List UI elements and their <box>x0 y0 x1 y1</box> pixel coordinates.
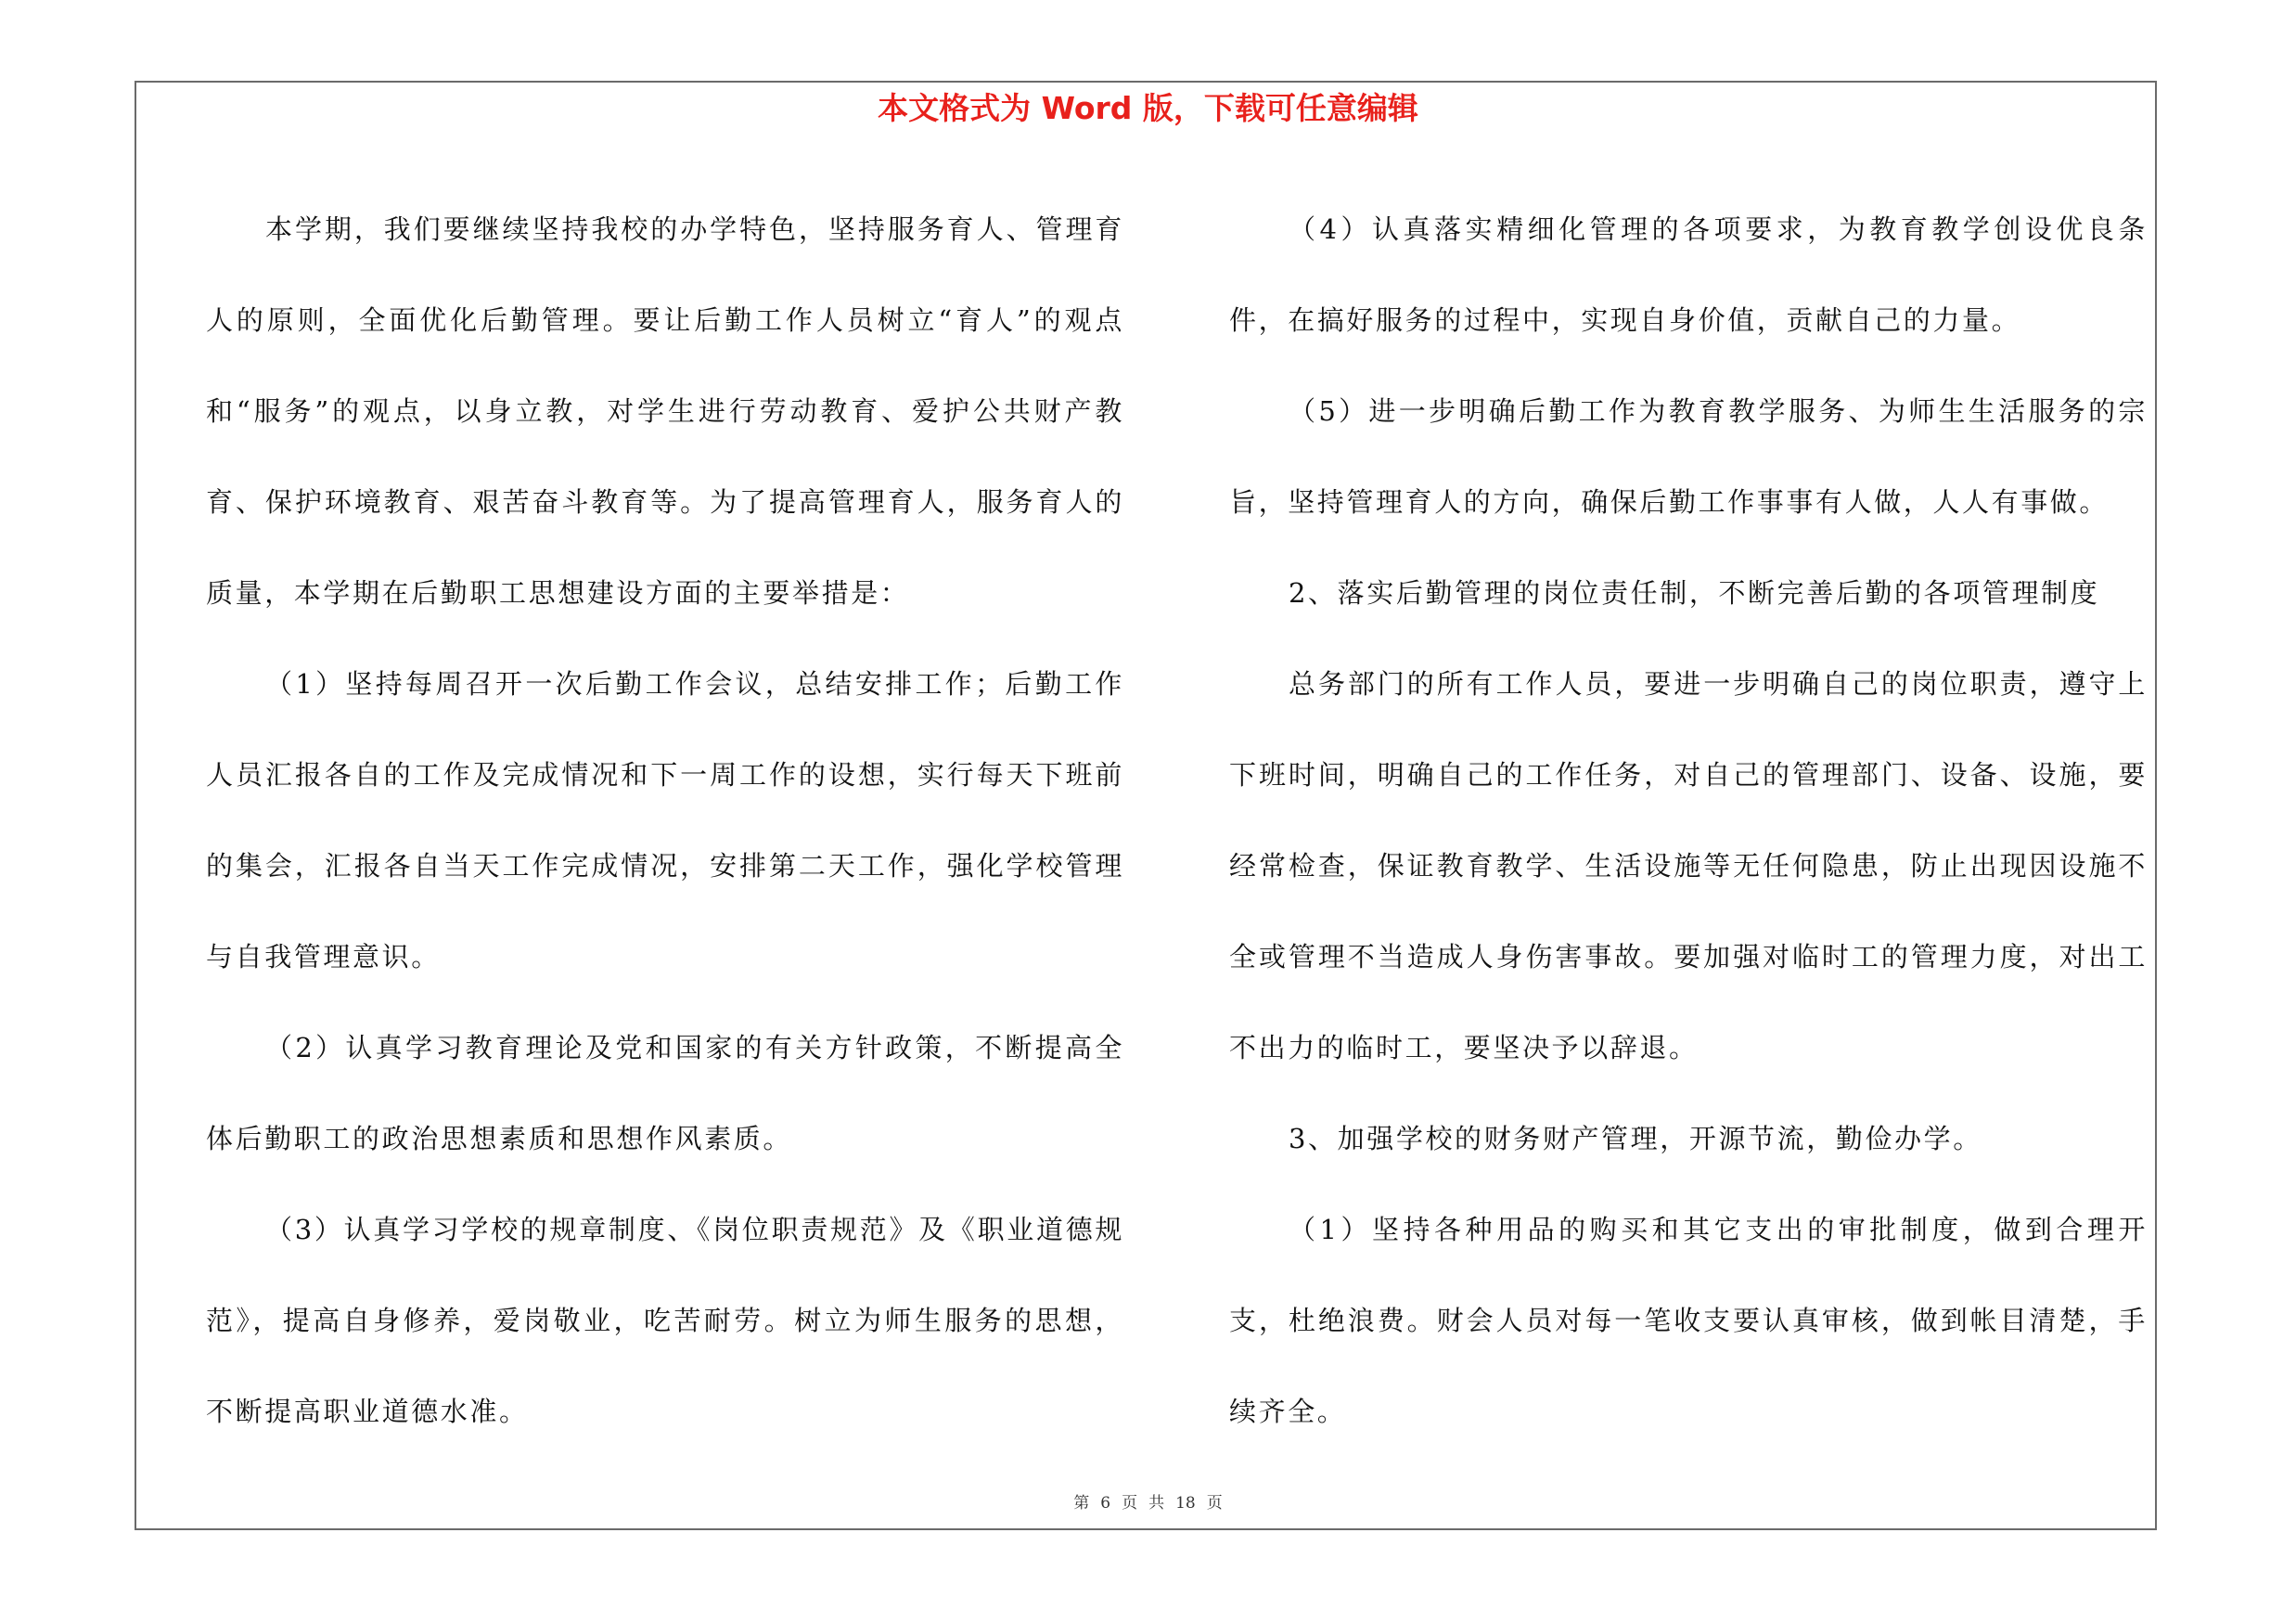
right-column <box>1229 184 2148 1457</box>
page-prefix: 第 <box>1073 1494 1090 1513</box>
section-heading-3: 3、加强学校的财务财产管理，开源节流，勤俭办学。 <box>1289 1123 1982 1154</box>
page-number: 6 <box>1100 1494 1111 1513</box>
paragraph-item-1: （1）坚持每周召开一次后勤工作会议，总结安排工作；后勤工作人员汇报各自的工作及完成情况和下一周工作的设想，实行每天下班前的集会，汇报各自当天工作完成情况，安排第二天工作，强化学校管理与自我管理意识。 <box>206 668 1124 973</box>
total-prefix: 共 <box>1148 1494 1165 1513</box>
format-notice: 本文格式为 Word 版，下载可任意编辑 <box>878 90 1418 126</box>
paragraph-general-affairs: 总务部门的所有工作人员，要进一步明确自己的岗位职责，遵守上下班时间，明确自己的工作任务，对自己的管理部门、设备、设施，要经常检查，保证教育教学、生活设施等无任何隐患，防止出现因设施不全或管理不当造成人身伤害事故。要加强对临时工的管理力度，对出工不出力的临时工，要坚决予以辞退。 <box>1229 668 2148 1063</box>
paragraph-intro: 本学期，我们要继续坚持我校的办学特色，坚持服务育人、管理育人的原则，全面优化后勤管理。要让后勤工作人员树立“育人”的观点和“服务”的观点，以身立教，对学生进行劳动教育、爱护公共财产教育、保护环境教育、艰苦奋斗教育等。为了提高管理育人，服务育人的质量，本学期在后勤职工思想建设方面的主要举措是： <box>206 213 1124 609</box>
total-unit: 页 <box>1206 1494 1223 1513</box>
page-unit: 页 <box>1122 1494 1138 1513</box>
paragraph-item-5: （5）进一步明确后勤工作为教育教学服务、为师生生活服务的宗旨，坚持管理育人的方向，确保后勤工作事事有人做，人人有事做。 <box>1229 395 2148 518</box>
paragraph-item-4: （4）认真落实精细化管理的各项要求，为教育教学创设优良条件，在搞好服务的过程中，实现自身价值，贡献自己的力量。 <box>1229 213 2148 336</box>
paragraph-finance-item-1: （1）坚持各种用品的购买和其它支出的审批制度，做到合理开支，杜绝浪费。财会人员对每一笔收支要认真审核，做到帐目清楚，手续齐全。 <box>1229 1214 2148 1427</box>
total-pages: 18 <box>1175 1494 1196 1513</box>
page-footer <box>0 1492 2296 1514</box>
section-heading-2: 2、落实后勤管理的岗位责任制，不断完善后勤的各项管理制度 <box>1289 577 2100 609</box>
paragraph-item-3: （3）认真学习学校的规章制度、《岗位职责规范》及《职业道德规范》，提高自身修养，爱岗敬业，吃苦耐劳。树立为师生服务的思想，不断提高职业道德水准。 <box>206 1214 1124 1427</box>
left-column <box>206 184 1124 1457</box>
paragraph-item-2: （2）认真学习教育理论及党和国家的有关方针政策，不断提高全体后勤职工的政治思想素质和思想作风素质。 <box>206 1032 1124 1154</box>
